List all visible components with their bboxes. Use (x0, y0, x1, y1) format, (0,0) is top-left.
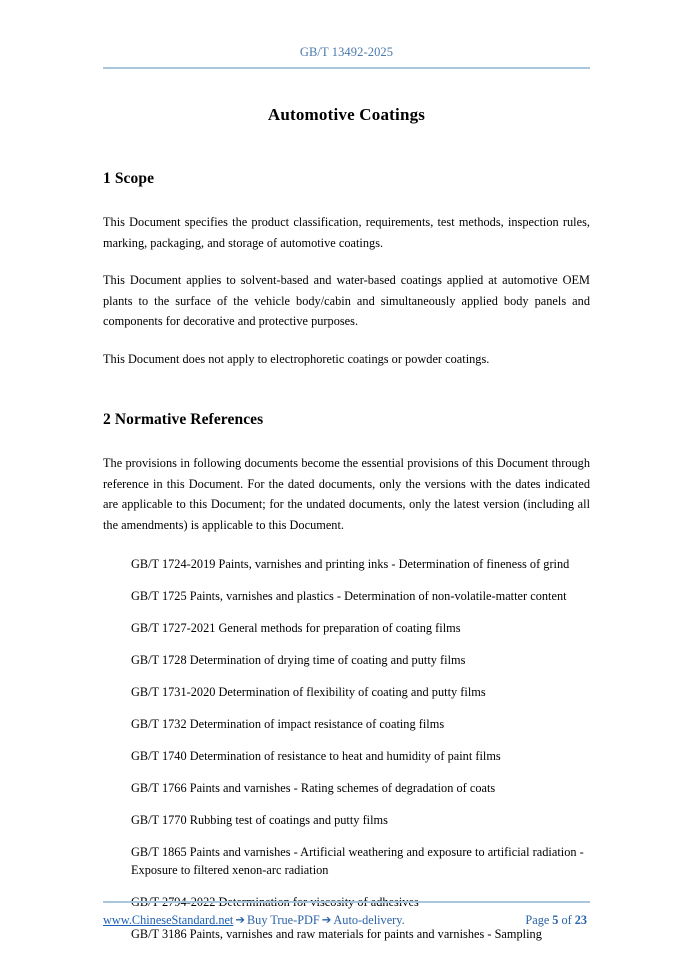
list-item: GB/T 1725 Paints, varnishes and plastics - Determination of non-volatile-matter content (131, 589, 567, 603)
arrow-right-icon: ➔ (321, 912, 332, 927)
footer-row (103, 912, 590, 928)
page-label: Page (525, 913, 550, 927)
page-indicator (525, 912, 590, 928)
footer-promo (103, 912, 405, 928)
page-header (103, 44, 590, 69)
of-label: of (561, 913, 572, 927)
normative-references-intro: The provisions in following documents become the essential provisions of this Document through reference in this Document. For the dated documents, only the versions with the dates indicated are applicable to this Document; for the undated documents, only the latest version (including all the amendments) is applicable to this Document. (103, 456, 590, 532)
list-item: GB/T 1732 Determination of impact resistance of coating films (131, 717, 445, 731)
current-page-number: 5 (552, 913, 559, 927)
list-item: GB/T 1740 Determination of resistance to heat and humidity of paint films (131, 749, 501, 763)
header-divider (103, 67, 590, 69)
list-item: GB/T 1724-2019 Paints, varnishes and printing inks - Determination of fineness of grind (131, 557, 570, 571)
total-page-count: 23 (574, 913, 587, 927)
list-item: GB/T 1865 Paints and varnishes - Artificial weathering and exposure to artificial radiation - Exposure to filtered xenon-arc radiation (131, 845, 584, 877)
list-item: GB/T 1770 Rubbing test of coatings and putty films (131, 813, 388, 827)
arrow-right-icon: ➔ (235, 912, 245, 927)
scope-paragraph-3: This Document does not apply to electrophoretic coatings or powder coatings. (103, 351, 490, 366)
section-heading-scope: 1 Scope (103, 170, 155, 187)
section-heading-normative-references: 2 Normative References (103, 411, 264, 428)
standard-number: GB/T 13492-2025 (299, 45, 394, 59)
list-item: GB/T 1731-2020 Determination of flexibility of coating and putty films (131, 685, 486, 699)
list-item: GB/T 1727-2021 General methods for preparation of coating films (131, 621, 461, 635)
website-link[interactable]: www.ChineseStandard.net (103, 913, 234, 927)
promo-text-buy-true-pdf: Buy True-PDF (246, 913, 320, 927)
document-body (103, 96, 590, 943)
page-title: Automotive Coatings (267, 105, 426, 124)
list-item: GB/T 1728 Determination of drying time of coating and putty films (131, 653, 466, 667)
page-footer (103, 901, 590, 928)
footer-divider (103, 901, 590, 903)
list-item: GB/T 1766 Paints and varnishes - Rating schemes of degradation of coats (131, 781, 496, 795)
promo-text-auto-delivery: Auto-delivery. (333, 913, 405, 927)
scope-paragraph-1: This Document specifies the product classification, requirements, test methods, inspection rules, marking, packaging, and storage of automotive coatings. (103, 215, 590, 250)
scope-paragraph-2: This Document applies to solvent-based and water-based coatings applied at automotive OEM plants to the surface of the vehicle body/cabin and simultaneously applied body panels and components for decorative and protective purposes. (103, 273, 590, 328)
normative-reference-list (103, 555, 590, 943)
list-item: GB/T 3186 Paints, varnishes and raw materials for paints and varnishes - Sampling (131, 927, 542, 941)
